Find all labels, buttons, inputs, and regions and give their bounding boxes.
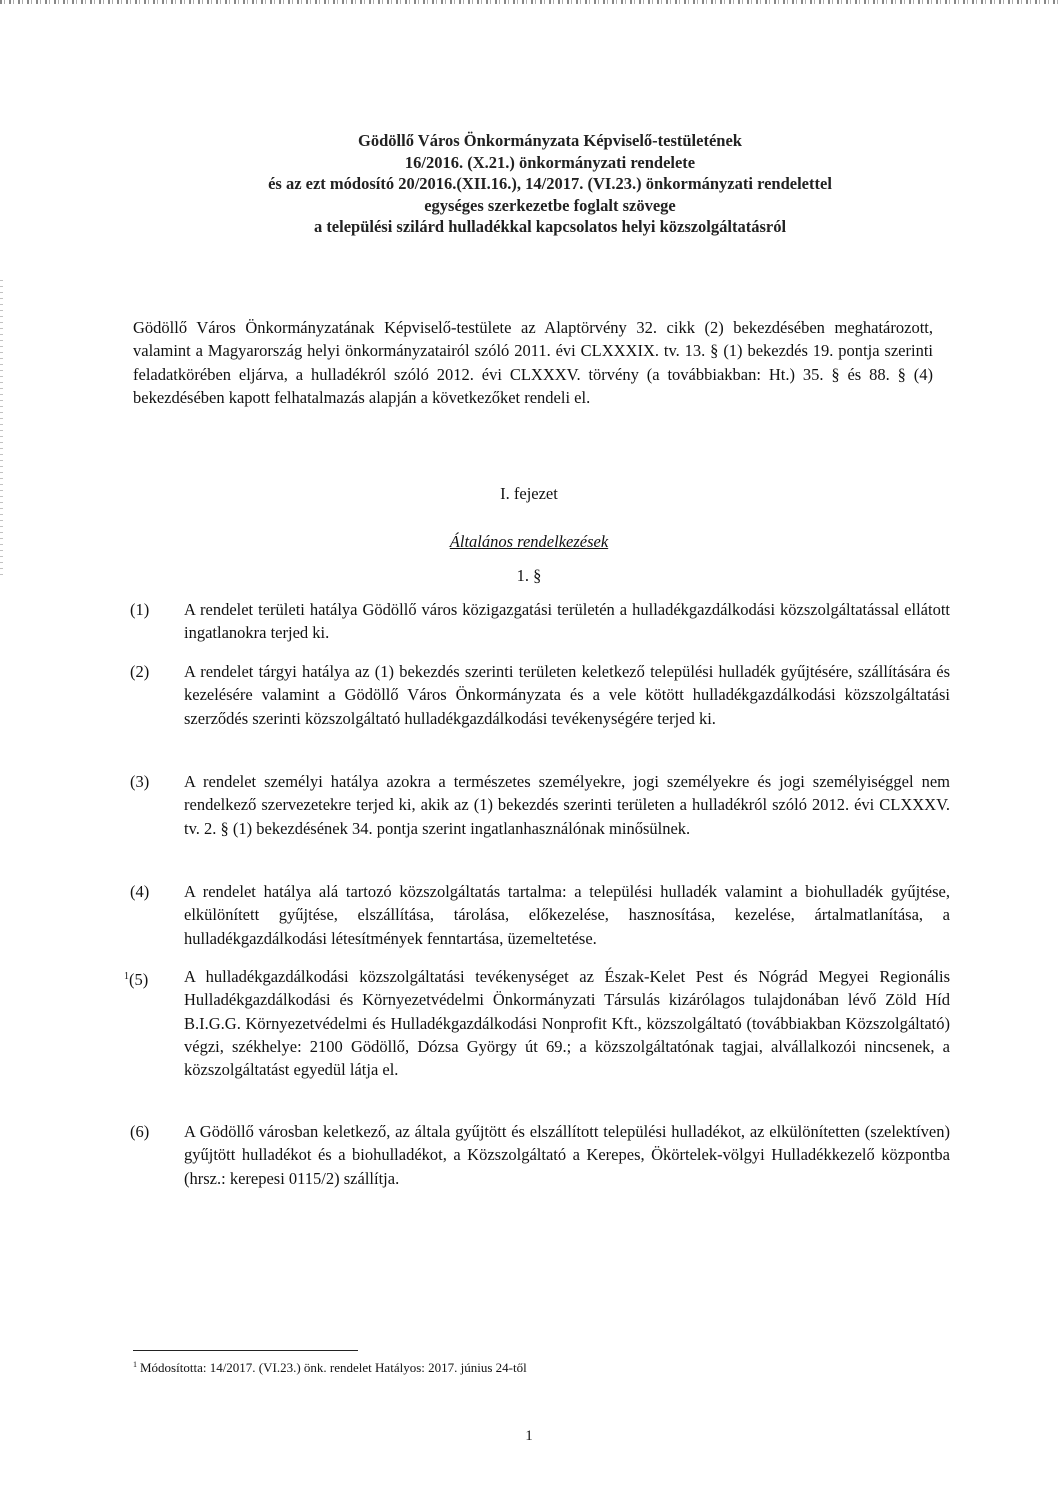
page-number: 1 [525, 1428, 533, 1444]
footnote-divider [133, 1350, 358, 1351]
paragraph-6 [130, 1120, 950, 1190]
paragraph-number: (2) [130, 662, 150, 681]
footnote [133, 1360, 527, 1376]
footnote-text: Módosította: 14/2017. (VI.23.) önk. rendelet Hatályos: 2017. június 24-től [140, 1360, 527, 1375]
paragraph-3 [130, 770, 950, 840]
paragraph-2 [130, 660, 950, 730]
document-title [150, 130, 950, 238]
title-line: Gödöllő Város Önkormányzata Képviselő-testületének [358, 131, 742, 150]
footnote-reference[interactable]: 1 [124, 971, 129, 982]
preamble: Gödöllő Város Önkormányzatának Képviselő-testülete az Alaptörvény 32. cikk (2) bekezdésében meghatározott, valamint a Magyarország helyi önkormányzatairól szóló 2011. évi CLXXXIX. tv. 13. § (1) bekezdés 19. pontja szerinti feladatkörében eljárva, a hulladékról szóló 2012. évi CLXXXV. törvény (a továbbiakban: Ht.) 35. § és 88. § (4) bekezdésében kapott felhatalmazás alapján a következőket rendeli el. [133, 318, 933, 407]
title-line: és az ezt módosító 20/2016.(XII.16.), 14/2017. (VI.23.) önkormányzati rendelettel [268, 174, 832, 193]
paragraph-text: A rendelet tárgyi hatálya az (1) bekezdés szerinti területen keletkező települési hulladék gyűjtésére, szállítására és kezelésére valamint a Gödöllő Város Önkormányzata és a vele kötött hulladékgazdálkodási közszolgáltatási szerződés szerinti közszolgáltató hulladékgazdálkodási tevékenységére terjed ki. [184, 662, 950, 728]
paragraph-number: (1) [130, 600, 150, 619]
paragraph-5 [124, 965, 950, 1081]
chapter-heading: I. fejezet [500, 484, 558, 503]
footnote-mark: 1 [133, 1360, 137, 1369]
paragraph-text: A rendelet területi hatálya Gödöllő város közigazgatási területén a hulladékgazdálkodási közszolgáltatással ellátott ingatlanokra terjed ki. [184, 600, 950, 643]
paragraph-number: $^1$(5) [124, 970, 149, 989]
section-mark: 1. § [516, 566, 542, 585]
paragraph-text: A hulladékgazdálkodási közszolgáltatási tevékenységet az Észak-Kelet Pest és Nógrád Megyei Regionális Hulladékgazdálkodási és Környezetvédelmi Önkormányzati Társulás kizárólagos tulajdonában lévő Zöld Híd B.I.G.G. Környezetvédelmi és Hulladékgazdálkodási Nonprofit Kft., közszolgáltató (továbbiakban Közszolgáltató) végzi, székhelye: 2100 Gödöllő, Dózsa György út 69.; a közszolgáltatónak tagjai, alvállalkozói nincsenek, a közszolgáltatást egyedül látja el. [184, 967, 950, 1080]
paragraph-4 [130, 880, 950, 950]
title-line: a települési szilárd hulladékkal kapcsolatos helyi közszolgáltatásról [313, 217, 787, 236]
paragraph-number: (4) [130, 882, 150, 901]
paragraph-number: (6) [130, 1122, 150, 1141]
paragraph-number: (3) [130, 772, 150, 791]
scan-artifact-top [0, 0, 1058, 4]
title-line: egységes szerkezetbe foglalt szövege [424, 195, 676, 215]
paragraph-text: A rendelet hatálya alá tartozó közszolgáltatás tartalma: a települési hulladék valamint a biohulladék gyűjtése, elkülönített gyűjtése, elszállítása, tárolása, előkezelése, hasznosítása, kezelése, ártalmatlanítása, a hulladékgazdálkodási létesítmények fenntartása, üzemeltetése. [184, 882, 950, 948]
paragraph-1 [130, 598, 950, 645]
paragraph-text: A Gödöllő városban keletkező, az általa gyűjtött és elszállított települési hulladékot, az elkülönítetten (szelektíven) gyűjtött hulladékot és a biohulladékot, a Közszolgáltató a Kerepes, Ökörtelek-völgyi Hulladékkezelő központba (hrsz.: kerepesi 0115/2) szállítja. [184, 1122, 950, 1188]
chapter-title: Általános rendelkezések [449, 532, 609, 551]
paragraph-text: A rendelet személyi hatálya azokra a természetes személyekre, jogi személyekre és jogi személyiséggel nem rendelkező szervezetekre terjed ki, akik az (1) bekezdés szerinti területen a hulladékról szóló 2012. évi CLXXXV. tv. 2. § (1) bekezdésének 34. pontja szerint ingatlanhasználónak minősülnek. [184, 772, 950, 838]
title-line: 16/2016. (X.21.) önkormányzati rendelete [404, 152, 696, 172]
